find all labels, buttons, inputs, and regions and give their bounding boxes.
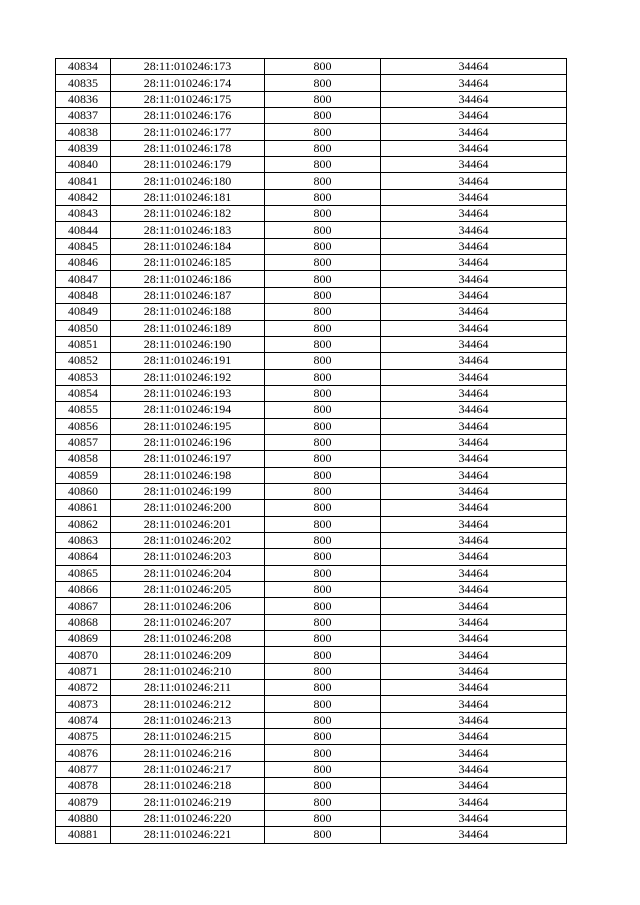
cadastral-number-cell: 28:11:010246:204 [111,565,265,581]
cadastral-number-cell: 28:11:010246:198 [111,467,265,483]
cadastral-number-cell: 28:11:010246:209 [111,647,265,663]
area-cell: 800 [265,418,381,434]
area-cell: 800 [265,532,381,548]
data-table [55,58,567,844]
cadastral-number-cell: 28:11:010246:177 [111,124,265,140]
row-number-cell: 40842 [56,189,111,205]
row-number-cell: 40869 [56,631,111,647]
row-number-cell: 40875 [56,729,111,745]
table-row [56,385,567,401]
row-number-cell: 40866 [56,582,111,598]
row-number-cell: 40877 [56,761,111,777]
value-cell: 34464 [381,582,567,598]
table-row [56,336,567,352]
area-cell: 800 [265,598,381,614]
row-number-cell: 40855 [56,402,111,418]
row-number-cell: 40871 [56,663,111,679]
area-cell: 800 [265,206,381,222]
value-cell: 34464 [381,729,567,745]
row-number-cell: 40878 [56,778,111,794]
table-row [56,516,567,532]
row-number-cell: 40867 [56,598,111,614]
area-cell: 800 [265,287,381,303]
value-cell: 34464 [381,794,567,810]
area-cell: 800 [265,647,381,663]
value-cell: 34464 [381,467,567,483]
row-number-cell: 40868 [56,614,111,630]
area-cell: 800 [265,582,381,598]
row-number-cell: 40845 [56,238,111,254]
area-cell: 800 [265,614,381,630]
cadastral-number-cell: 28:11:010246:219 [111,794,265,810]
value-cell: 34464 [381,745,567,761]
cadastral-number-cell: 28:11:010246:201 [111,516,265,532]
table-row [56,124,567,140]
row-number-cell: 40859 [56,467,111,483]
area-cell: 800 [265,565,381,581]
value-cell: 34464 [381,271,567,287]
area-cell: 800 [265,238,381,254]
row-number-cell: 40838 [56,124,111,140]
value-cell: 34464 [381,59,567,75]
table-row [56,369,567,385]
value-cell: 34464 [381,532,567,548]
area-cell: 800 [265,173,381,189]
area-cell: 800 [265,75,381,91]
value-cell: 34464 [381,173,567,189]
table-row [56,680,567,696]
area-cell: 800 [265,794,381,810]
table-row [56,483,567,499]
cadastral-number-cell: 28:11:010246:203 [111,549,265,565]
table-row [56,434,567,450]
table-row [56,59,567,75]
row-number-cell: 40860 [56,483,111,499]
table-row [56,663,567,679]
row-number-cell: 40844 [56,222,111,238]
table-row [56,729,567,745]
cadastral-number-cell: 28:11:010246:189 [111,320,265,336]
cadastral-number-cell: 28:11:010246:178 [111,140,265,156]
area-cell: 800 [265,124,381,140]
value-cell: 34464 [381,353,567,369]
cadastral-number-cell: 28:11:010246:175 [111,91,265,107]
value-cell: 34464 [381,810,567,826]
value-cell: 34464 [381,434,567,450]
cadastral-number-cell: 28:11:010246:192 [111,369,265,385]
row-number-cell: 40841 [56,173,111,189]
table-row [56,467,567,483]
table-row [56,189,567,205]
area-cell: 800 [265,712,381,728]
cadastral-number-cell: 28:11:010246:187 [111,287,265,303]
cadastral-number-cell: 28:11:010246:174 [111,75,265,91]
area-cell: 800 [265,304,381,320]
area-cell: 800 [265,108,381,124]
area-cell: 800 [265,385,381,401]
cadastral-number-cell: 28:11:010246:179 [111,157,265,173]
area-cell: 800 [265,434,381,450]
table-row [56,696,567,712]
table-row [56,353,567,369]
row-number-cell: 40853 [56,369,111,385]
table-row [56,418,567,434]
table-row [56,647,567,663]
area-cell: 800 [265,369,381,385]
value-cell: 34464 [381,761,567,777]
cadastral-number-cell: 28:11:010246:190 [111,336,265,352]
cadastral-number-cell: 28:11:010246:202 [111,532,265,548]
table-row [56,532,567,548]
value-cell: 34464 [381,91,567,107]
cadastral-number-cell: 28:11:010246:211 [111,680,265,696]
cadastral-number-cell: 28:11:010246:182 [111,206,265,222]
cadastral-number-cell: 28:11:010246:183 [111,222,265,238]
value-cell: 34464 [381,157,567,173]
value-cell: 34464 [381,418,567,434]
area-cell: 800 [265,140,381,156]
value-cell: 34464 [381,549,567,565]
table-row [56,238,567,254]
value-cell: 34464 [381,124,567,140]
area-cell: 800 [265,778,381,794]
table-row [56,91,567,107]
cadastral-number-cell: 28:11:010246:215 [111,729,265,745]
value-cell: 34464 [381,189,567,205]
cadastral-number-cell: 28:11:010246:195 [111,418,265,434]
cadastral-number-cell: 28:11:010246:205 [111,582,265,598]
row-number-cell: 40848 [56,287,111,303]
table-row [56,271,567,287]
value-cell: 34464 [381,598,567,614]
cadastral-number-cell: 28:11:010246:199 [111,483,265,499]
row-number-cell: 40835 [56,75,111,91]
row-number-cell: 40881 [56,827,111,843]
cadastral-number-cell: 28:11:010246:221 [111,827,265,843]
area-cell: 800 [265,631,381,647]
value-cell: 34464 [381,712,567,728]
cadastral-number-cell: 28:11:010246:213 [111,712,265,728]
row-number-cell: 40851 [56,336,111,352]
area-cell: 800 [265,336,381,352]
table-row [56,565,567,581]
area-cell: 800 [265,157,381,173]
area-cell: 800 [265,222,381,238]
row-number-cell: 40836 [56,91,111,107]
row-number-cell: 40865 [56,565,111,581]
value-cell: 34464 [381,75,567,91]
table-row [56,778,567,794]
area-cell: 800 [265,91,381,107]
table-row [56,140,567,156]
area-cell: 800 [265,483,381,499]
value-cell: 34464 [381,385,567,401]
area-cell: 800 [265,189,381,205]
table-row [56,761,567,777]
cadastral-number-cell: 28:11:010246:218 [111,778,265,794]
cadastral-number-cell: 28:11:010246:206 [111,598,265,614]
value-cell: 34464 [381,680,567,696]
table-row [56,631,567,647]
value-cell: 34464 [381,336,567,352]
cadastral-number-cell: 28:11:010246:200 [111,500,265,516]
table-row [56,173,567,189]
table-row [56,614,567,630]
value-cell: 34464 [381,778,567,794]
table-row [56,582,567,598]
cadastral-number-cell: 28:11:010246:180 [111,173,265,189]
cadastral-number-cell: 28:11:010246:181 [111,189,265,205]
cadastral-number-cell: 28:11:010246:196 [111,434,265,450]
table-row [56,549,567,565]
row-number-cell: 40857 [56,434,111,450]
area-cell: 800 [265,680,381,696]
value-cell: 34464 [381,108,567,124]
table-row [56,810,567,826]
value-cell: 34464 [381,304,567,320]
row-number-cell: 40839 [56,140,111,156]
area-cell: 800 [265,729,381,745]
row-number-cell: 40872 [56,680,111,696]
table-row [56,75,567,91]
row-number-cell: 40843 [56,206,111,222]
row-number-cell: 40863 [56,532,111,548]
table-row [56,712,567,728]
area-cell: 800 [265,761,381,777]
value-cell: 34464 [381,255,567,271]
table-row [56,451,567,467]
value-cell: 34464 [381,369,567,385]
row-number-cell: 40858 [56,451,111,467]
cadastral-number-cell: 28:11:010246:208 [111,631,265,647]
cadastral-number-cell: 28:11:010246:176 [111,108,265,124]
area-cell: 800 [265,402,381,418]
cadastral-number-cell: 28:11:010246:220 [111,810,265,826]
value-cell: 34464 [381,451,567,467]
area-cell: 800 [265,467,381,483]
table-row [56,206,567,222]
value-cell: 34464 [381,287,567,303]
data-table-body [56,59,567,844]
table-row [56,827,567,843]
area-cell: 800 [265,696,381,712]
cadastral-number-cell: 28:11:010246:217 [111,761,265,777]
value-cell: 34464 [381,647,567,663]
area-cell: 800 [265,353,381,369]
cadastral-number-cell: 28:11:010246:207 [111,614,265,630]
area-cell: 800 [265,663,381,679]
cadastral-number-cell: 28:11:010246:194 [111,402,265,418]
table-row [56,255,567,271]
table-row [56,402,567,418]
area-cell: 800 [265,451,381,467]
area-cell: 800 [265,549,381,565]
row-number-cell: 40880 [56,810,111,826]
table-row [56,222,567,238]
value-cell: 34464 [381,631,567,647]
cadastral-number-cell: 28:11:010246:212 [111,696,265,712]
table-row [56,500,567,516]
value-cell: 34464 [381,320,567,336]
area-cell: 800 [265,827,381,843]
value-cell: 34464 [381,663,567,679]
table-row [56,304,567,320]
row-number-cell: 40834 [56,59,111,75]
cadastral-number-cell: 28:11:010246:173 [111,59,265,75]
row-number-cell: 40840 [56,157,111,173]
row-number-cell: 40846 [56,255,111,271]
area-cell: 800 [265,516,381,532]
row-number-cell: 40856 [56,418,111,434]
area-cell: 800 [265,255,381,271]
value-cell: 34464 [381,516,567,532]
row-number-cell: 40850 [56,320,111,336]
row-number-cell: 40879 [56,794,111,810]
cadastral-number-cell: 28:11:010246:188 [111,304,265,320]
value-cell: 34464 [381,222,567,238]
row-number-cell: 40862 [56,516,111,532]
area-cell: 800 [265,500,381,516]
row-number-cell: 40874 [56,712,111,728]
cadastral-number-cell: 28:11:010246:186 [111,271,265,287]
table-row [56,287,567,303]
value-cell: 34464 [381,614,567,630]
row-number-cell: 40837 [56,108,111,124]
row-number-cell: 40861 [56,500,111,516]
value-cell: 34464 [381,238,567,254]
table-row [56,157,567,173]
row-number-cell: 40849 [56,304,111,320]
table-row [56,794,567,810]
value-cell: 34464 [381,827,567,843]
area-cell: 800 [265,810,381,826]
value-cell: 34464 [381,565,567,581]
cadastral-number-cell: 28:11:010246:193 [111,385,265,401]
row-number-cell: 40847 [56,271,111,287]
row-number-cell: 40864 [56,549,111,565]
table-row [56,320,567,336]
area-cell: 800 [265,745,381,761]
value-cell: 34464 [381,206,567,222]
value-cell: 34464 [381,500,567,516]
cadastral-number-cell: 28:11:010246:216 [111,745,265,761]
cadastral-number-cell: 28:11:010246:185 [111,255,265,271]
table-row [56,745,567,761]
row-number-cell: 40873 [56,696,111,712]
area-cell: 800 [265,320,381,336]
row-number-cell: 40852 [56,353,111,369]
value-cell: 34464 [381,696,567,712]
row-number-cell: 40876 [56,745,111,761]
value-cell: 34464 [381,402,567,418]
row-number-cell: 40854 [56,385,111,401]
table-row [56,108,567,124]
row-number-cell: 40870 [56,647,111,663]
value-cell: 34464 [381,140,567,156]
cadastral-number-cell: 28:11:010246:184 [111,238,265,254]
cadastral-number-cell: 28:11:010246:191 [111,353,265,369]
cadastral-number-cell: 28:11:010246:210 [111,663,265,679]
cadastral-number-cell: 28:11:010246:197 [111,451,265,467]
area-cell: 800 [265,59,381,75]
table-row [56,598,567,614]
area-cell: 800 [265,271,381,287]
value-cell: 34464 [381,483,567,499]
